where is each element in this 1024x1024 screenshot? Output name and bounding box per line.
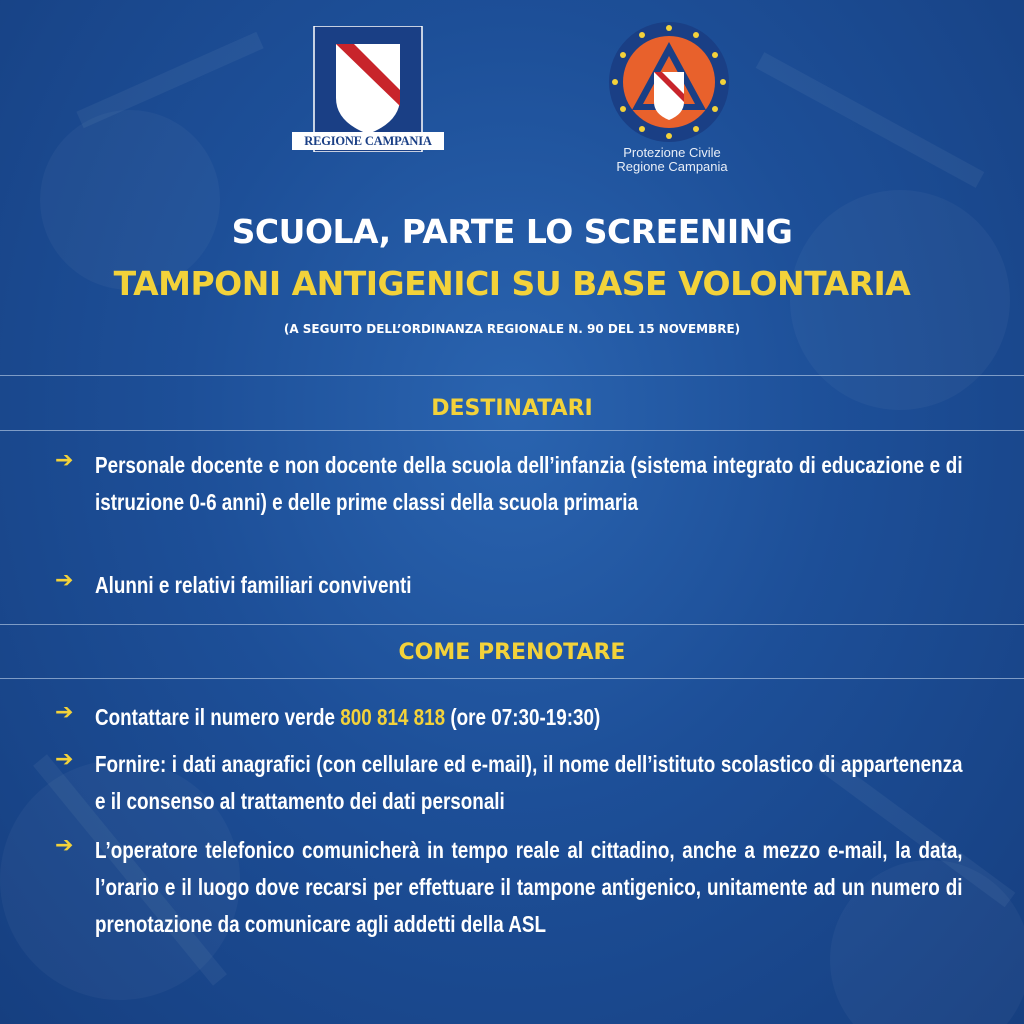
main-title: SCUOLA, PARTE LO SCREENING bbox=[231, 212, 793, 251]
contact-prefix: Contattare il numero verde bbox=[95, 704, 341, 730]
regione-campania-label: REGIONE CAMPANIA bbox=[304, 134, 432, 148]
arrow-right-icon: ➔ bbox=[55, 700, 74, 725]
section-title-destinatari: DESTINATARI bbox=[431, 396, 593, 421]
ordinance-note: (A SEGUITO DELL’ORDINANZA REGIONALE N. 90 DEL 15 NOVEMBRE) bbox=[283, 322, 741, 336]
contact-hours: (ore 07:30-19:30) bbox=[445, 704, 601, 730]
arrow-right-icon: ➔ bbox=[55, 833, 74, 858]
protezione-civile-label-line1: Protezione Civile bbox=[623, 145, 721, 160]
arrow-right-icon: ➔ bbox=[55, 448, 74, 473]
main-subtitle: TAMPONI ANTIGENICI SU BASE VOLONTARIA bbox=[113, 264, 911, 303]
toll-free-number: 800 814 818 bbox=[340, 704, 446, 730]
arrow-right-icon: ➔ bbox=[55, 568, 74, 593]
protezione-civile-label-line2: Regione Campania bbox=[616, 159, 728, 174]
section-title-come-prenotare: COME PRENOTARE bbox=[398, 640, 626, 665]
arrow-right-icon: ➔ bbox=[55, 747, 74, 772]
list-item bbox=[55, 746, 963, 820]
divider bbox=[0, 678, 1024, 679]
list-item bbox=[55, 447, 963, 521]
divider bbox=[0, 624, 1024, 625]
list-item-text: Alunni e relativi familiari conviventi bbox=[95, 572, 412, 598]
list-item-text bbox=[95, 699, 963, 736]
protezione-civile-logo bbox=[592, 22, 752, 182]
regione-campania-logo bbox=[292, 26, 444, 152]
list-item bbox=[55, 699, 963, 736]
divider bbox=[0, 375, 1024, 376]
divider bbox=[0, 430, 1024, 431]
list-item bbox=[55, 567, 963, 604]
list-item-text: Personale docente e non docente della scuola dell’infanzia (sistema integrato di educazione e di istruzione 0-6 anni) e delle prime classi della scuola primaria bbox=[95, 452, 963, 515]
logos-row bbox=[0, 22, 1024, 182]
list-item bbox=[55, 832, 963, 943]
list-item-text: L’operatore telefonico comunicherà in tempo reale al cittadino, anche a mezzo e-mail, la data, l’orario e il luogo dove recarsi per effettuare il tampone antigenico, unitamente ad un numero di prenotazione da comunicare agli addetti della ASL bbox=[95, 837, 963, 937]
list-item-text: Fornire: i dati anagrafici (con cellulare ed e-mail), il nome dell’istituto scolastico di appartenenza e il consenso al trattamento dei dati personali bbox=[95, 751, 963, 814]
